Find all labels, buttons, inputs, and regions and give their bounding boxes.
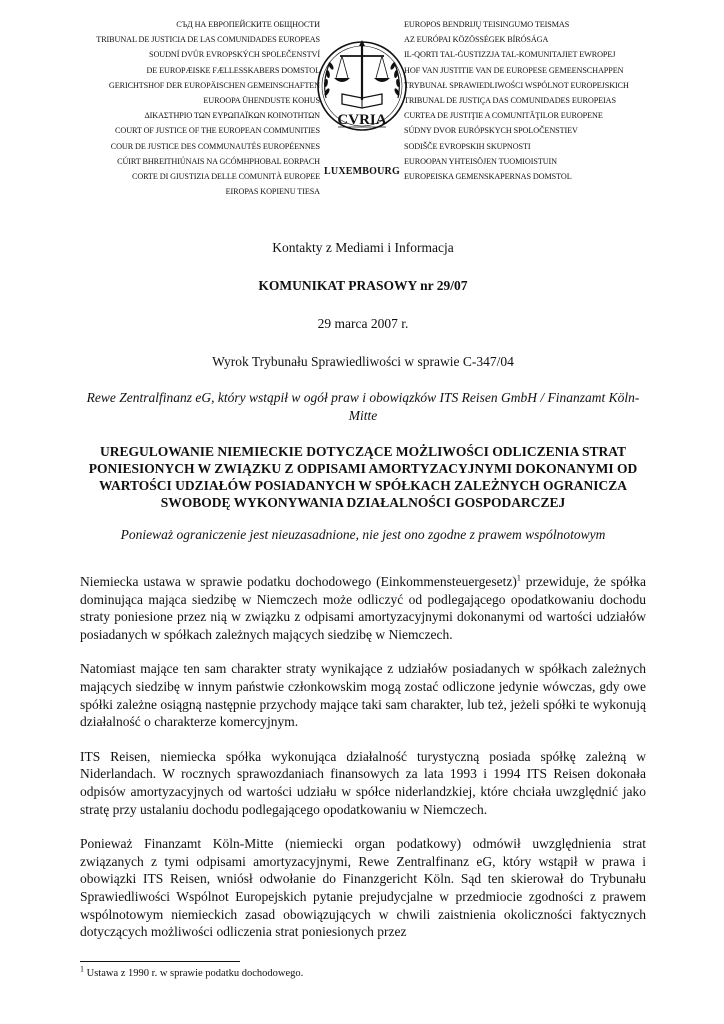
court-name-it: CORTE DI GIUSTIZIA DELLE COMUNITÀ EUROPEE: [131, 172, 320, 182]
court-name-lt: EUROPOS BENDRIJŲ TEISINGUMO TEISMAS: [404, 20, 570, 29]
department-name: Kontakty z Mediami i Informacja: [272, 240, 454, 255]
court-name-de: GERICHTSHOF DER EUROPÄISCHEN GEMEINSCHAFTEN: [108, 80, 320, 90]
case-parties: Rewe Zentralfinanz eG, który wstąpił w ogół praw i obowiązków ITS Reisen GmbH / Finanzamt Köln-Mitte: [86, 390, 640, 423]
press-release-content: [80, 240, 646, 941]
body-paragraph-3: ITS Reisen, niemiecka spółka wykonująca działalność turystyczną posiada spółkę zależną w Niderlandach. W rocznych sprawozdaniach finansowych za lata 1993 i 1994 ITS Reisen dokonała odpisów amortyzacyjnych od wartości udziału w spółce niderlandzkiej, które chciała uwzględnić jako stratę przy ustalaniu dochodu podlegającego opodatkowaniu w Niemczech.: [80, 748, 646, 817]
court-name-hu: AZ EURÓPAI KÖZÖSSÉGEK BÍRÓSÁGA: [404, 35, 549, 45]
logo-text: CVRIA: [337, 112, 387, 128]
court-name-ro: CURTEA DE JUSTIŢIE A COMUNITĂŢILOR EUROPENE: [404, 111, 603, 121]
court-name-ga: CÚIRT BHREITHIÚNAIS NA GCÓMHPHOBAL EORPACH: [117, 156, 320, 166]
footnote: [80, 964, 304, 979]
court-name-es: TRIBUNAL DE JUSTICIA DE LAS COMUNIDADES EUROPEAS: [96, 35, 320, 45]
release-title: KOMUNIKAT PRASOWY nr 29/07: [258, 278, 468, 293]
release-date: 29 marca 2007 r.: [317, 316, 409, 331]
court-name-en: COURT OF JUSTICE OF THE EUROPEAN COMMUNITIES: [115, 126, 320, 136]
court-name-mt: IL-QORTI TAL-ĠUSTIZZJA TAL-KOMUNITAJIET EWROPEJ: [404, 50, 616, 60]
judgment-reference: Wyrok Trybunału Sprawiedliwości w sprawie C-347/04: [212, 354, 514, 369]
court-name-pt: TRIBUNAL DE JUSTIÇA DAS COMUNIDADES EUROPEIAS: [404, 96, 616, 106]
court-name-sl: SODIŠČE EVROPSKIH SKUPNOSTI: [404, 141, 531, 151]
logo-location: LUXEMBOURG: [324, 166, 400, 177]
court-name-sk: SÚDNY DVOR EURÓPSKYCH SPOLOČENSTIEV: [404, 126, 578, 136]
court-name-da: DE EUROPÆISKE FÆLLESSKABERS DOMSTOL: [146, 65, 320, 75]
court-name-nl: HOF VAN JUSTITIE VAN DE EUROPESE GEMEENSCHAPPEN: [404, 65, 624, 75]
body-paragraph-1-start: Niemiecka ustawa w sprawie podatku dochodowego (Einkommensteuergesetz): [80, 574, 517, 589]
subtitle: Ponieważ ograniczenie jest nieuzasadnione, nie jest ono zgodne z prawem wspólnotowym: [120, 527, 606, 542]
footnote-reference[interactable]: 1: [516, 573, 521, 583]
curia-logo: [312, 28, 412, 158]
header-left-court-names: [20, 17, 320, 199]
body-paragraph-4: Ponieważ Finanzamt Köln-Mitte (niemiecki organ podatkowy) odmówił uwzględnienia strat związanych z tymi odpisami amortyzacyjnymi, Rewe Zentralfinanz eG, który wstąpił w prawa i obowiązki ITS Reisen, wniósł odwołanie do Finanzgericht Köln. Sąd ten skierował do Trybunału Sprawiedliwości Wspólnot Europejskich pytanie prejudycjalne w przedmiocie zgodności z prawem wspólnotowym niemieckich zasad obowiązujących w chwili zaistnienia okoliczności faktycznych dotyczących możliwości odliczenia strat poniesionych przez: [80, 836, 646, 940]
body-paragraph-1: [80, 573, 646, 643]
court-name-et: EUROOPA ÜHENDUSTE KOHUS: [203, 96, 320, 106]
footnote-mark: 1: [80, 964, 84, 974]
court-name-el: ΔΙΚΑΣΤΗΡΙΟ ΤΩΝ ΕΥΡΩΠΑΪΚΩΝ ΚΟΙΝΟΤΗΤΩΝ: [144, 111, 320, 121]
header-right-court-names: [404, 17, 704, 184]
footnote-text: Ustawa z 1990 r. w sprawie podatku dochodowego.: [84, 968, 304, 979]
court-name-fr: COUR DE JUSTICE DES COMMUNAUTÉS EUROPÉENNES: [110, 141, 320, 151]
headline: UREGULOWANIE NIEMIECKIE DOTYCZĄCE MOŻLIWOŚCI ODLICZENIA STRAT PONIESIONYCH W ZWIĄZKU Z ODPISAMI AMORTYZACYJNYMI DOKONANYMI OD WARTOŚCI UDZIAŁÓW POSIADANYCH W SPÓŁKACH ZALEŻNYCH OGRANICZA SWOBODĘ WYKONYWANIA DZIAŁALNOŚCI GOSPODARCZEJ: [88, 444, 638, 510]
court-name-lv: EIROPAS KOPIENU TIESA: [225, 187, 320, 197]
footnote-separator: [80, 961, 240, 962]
body-paragraph-2: Natomiast mające ten sam charakter straty wynikające z udziałów posiadanych w spółkach zależnych mających siedzibę w innym państwie członkowskim mogą zostać odliczone jedynie wówczas, gdy owe spółki zależne osiągną następnie przychody mające taki sam charakter, lub też, jeżeli spółki te wykonują działalność o charakterze komercyjnym.: [80, 661, 646, 730]
court-name-pl: TRYBUNAŁ SPRAWIEDLIWOŚCI WSPÓLNOT EUROPEJSKICH: [404, 80, 629, 90]
court-name-sv: EUROPEISKA GEMENSKAPERNAS DOMSTOL: [404, 172, 572, 182]
court-name-bg: СЪД НА ЕВРОПЕЙСКИТЕ ОБЩНОСТИ: [176, 20, 320, 29]
court-name-fi: EUROOPAN YHTEISÖJEN TUOMIOISTUIN: [404, 156, 557, 166]
court-name-cs: SOUDNÍ DVŮR EVROPSKÝCH SPOLEČENSTVÍ: [149, 50, 320, 60]
body-paragraph-1-end: przewiduje, że spółka dominująca mająca siedzibę w Niemczech może odliczyć od podlegającego opodatkowaniu dochodu straty poniesione przez nią w związku z odpisami amortyzacyjnymi dokonanymi od wartości udziałów posiadanych w spółkach zależnych mających siedzibę w Niemczech.: [80, 574, 647, 642]
